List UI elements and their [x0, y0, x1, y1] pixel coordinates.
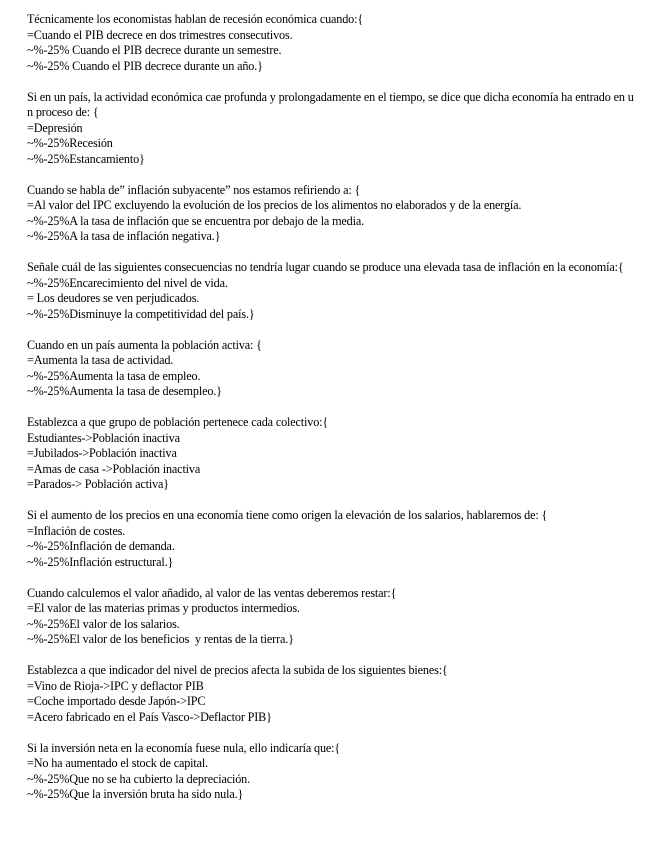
- question-block: [27, 663, 635, 725]
- answer-option: =Jubilados->Población inactiva: [27, 446, 177, 460]
- question-text: Cuando calculemos el valor añadido, al valor de las ventas deberemos restar:{: [27, 585, 397, 600]
- answer-option: ~%-25%A la tasa de inflación que se encuentra por debajo de la media.: [27, 213, 365, 228]
- answer-option: ~%-25%Recesión: [27, 136, 113, 150]
- answer-option: ~%-25%Estancamiento}: [27, 151, 145, 166]
- answer-option: ~%-25%A la tasa de inflación negativa.}: [27, 229, 221, 243]
- document-page: [27, 12, 635, 818]
- answer-option: =Aumenta la tasa de actividad.: [27, 353, 174, 367]
- answer-option: ~%-25%Inflación de demanda.: [27, 539, 175, 553]
- answer-option: ~%-25%Que la inversión bruta ha sido nula.}: [27, 787, 244, 801]
- answer-option: ~%-25% Cuando el PIB decrece durante un semestre.: [27, 43, 282, 57]
- answer-option: = Los deudores se ven perjudicados.: [27, 291, 200, 305]
- question-text: Si el aumento de los precios en una economía tiene como origen la elevación de los salarios, hablaremos de: {: [27, 508, 548, 522]
- answer-option: Estudiantes->Población inactiva: [27, 430, 180, 445]
- answer-option: ~%-25%Aumenta la tasa de empleo.: [27, 368, 201, 383]
- question-text: Señale cuál de las siguientes consecuencias no tendría lugar cuando se produce una elevada tasa de inflación en la economía:{: [27, 260, 624, 274]
- question-block: [27, 183, 635, 245]
- question-text: Si la inversión neta en la economía fuese nula, ello indicaría que:{: [27, 740, 341, 755]
- answer-option: ~%-25%El valor de los beneficios y rentas de la tierra.}: [27, 632, 294, 646]
- question-block: [27, 12, 635, 74]
- question-block: [27, 260, 635, 322]
- answer-option: =El valor de las materias primas y productos intermedios.: [27, 601, 300, 615]
- answer-option: =Depresión: [27, 120, 83, 135]
- question-block: [27, 90, 635, 168]
- question-block: [27, 338, 635, 400]
- answer-option: =Vino de Rioja->IPC y deflactor PIB: [27, 678, 204, 693]
- answer-option: ~%-25%El valor de los salarios.: [27, 616, 180, 631]
- question-text: Cuando se habla de” inflación subyacente” nos estamos refiriendo a: {: [27, 182, 361, 197]
- answer-option: =Acero fabricado en el País Vasco->Deflactor PIB}: [27, 709, 272, 724]
- question-text: Cuando en un país aumenta la población activa: {: [27, 337, 262, 352]
- answer-option: =No ha aumentado el stock de capital.: [27, 756, 209, 770]
- answer-option: =Amas de casa ->Población inactiva: [27, 461, 201, 476]
- answer-option: ~%-25%Que no se ha cubierto la depreciación.: [27, 771, 250, 786]
- question-block: [27, 508, 635, 570]
- answer-option: =Inflación de costes.: [27, 523, 126, 538]
- question-text: Establezca a que indicador del nivel de precios afecta la subida de los siguientes bienes:{: [27, 663, 448, 677]
- answer-option: ~%-25%Encarecimiento del nivel de vida.: [27, 275, 228, 290]
- answer-option: =Coche importado desde Japón->IPC: [27, 694, 206, 708]
- question-text: Establezca a que grupo de población pertenece cada colectivo:{: [27, 415, 329, 429]
- answer-option: =Cuando el PIB decrece en dos trimestres consecutivos.: [27, 27, 293, 42]
- question-text: Técnicamente los economistas hablan de recesión económica cuando:{: [27, 12, 364, 26]
- answer-option: ~%-25% Cuando el PIB decrece durante un año.}: [27, 58, 263, 73]
- answer-option: ~%-25%Disminuye la competitividad del país.}: [27, 306, 255, 321]
- answer-option: =Al valor del IPC excluyendo la evolución de los precios de los alimentos no elaborados y de la energía.: [27, 198, 522, 212]
- question-block: [27, 586, 635, 648]
- question-block: [27, 415, 635, 493]
- answer-option: ~%-25%Inflación estructural.}: [27, 554, 174, 569]
- question-text: Si en un país, la actividad económica cae profunda y prolongadamente en el tiempo, se dice que dicha economía ha entrado en un proceso de: {: [27, 89, 634, 119]
- question-block: [27, 741, 635, 803]
- answer-option: ~%-25%Aumenta la tasa de desempleo.}: [27, 384, 222, 398]
- answer-option: =Parados-> Población activa}: [27, 477, 169, 491]
